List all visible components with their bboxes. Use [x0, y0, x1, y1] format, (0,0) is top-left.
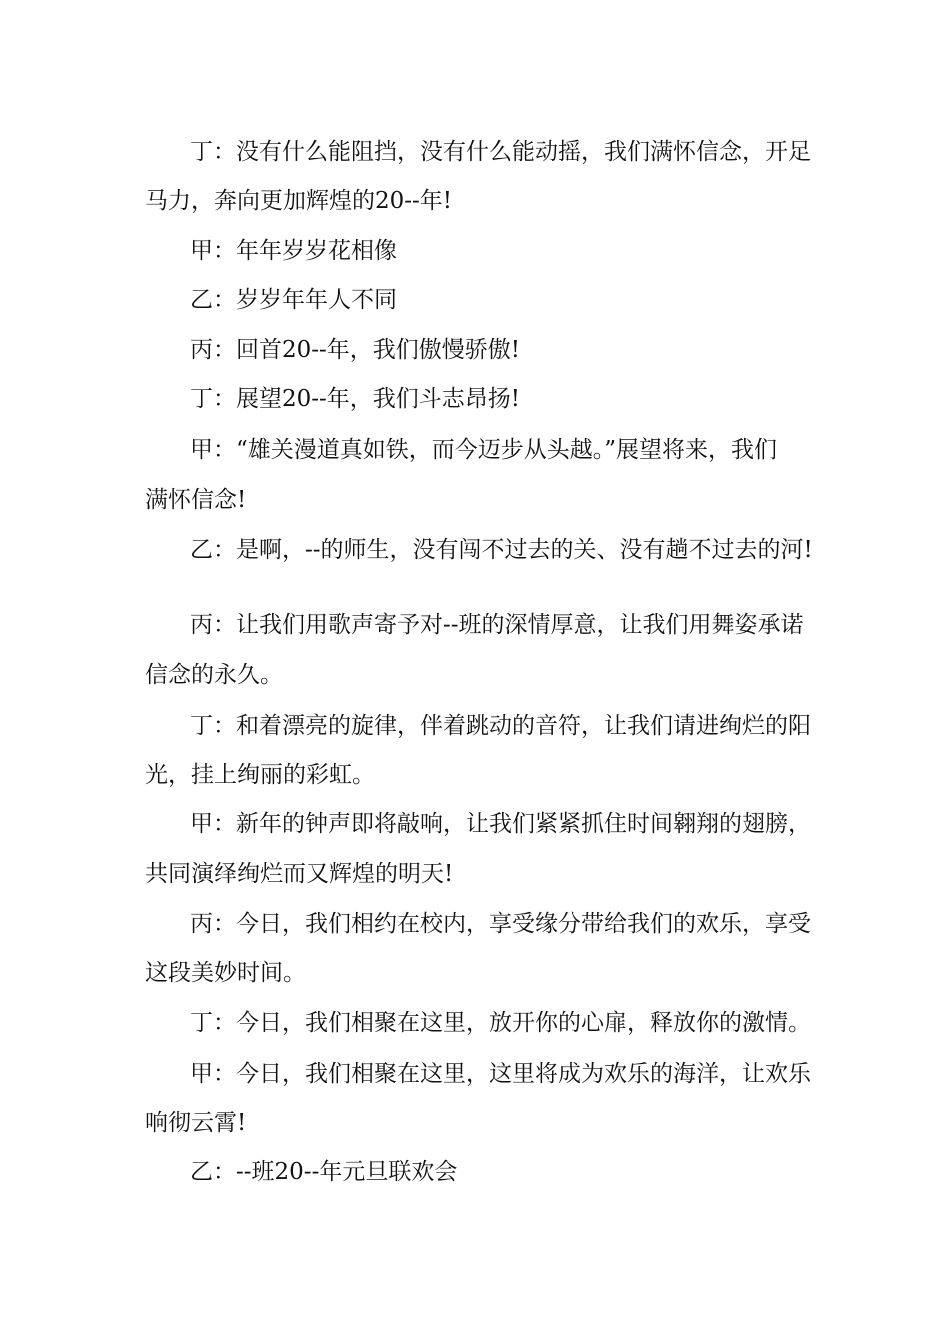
text-line-19: 甲：今日，我们相聚在这里，这里将成为欢乐的海洋，让欢乐 — [190, 1061, 811, 1087]
text-line-8: 满怀信念! — [145, 487, 247, 513]
text-line-16: 丙：今日，我们相约在校内，享受缘分带给我们的欢乐，享受 — [190, 911, 811, 937]
text-line-10: 丙：让我们用歌声寄予对--班的深情厚意，让我们用舞姿承诺 — [190, 612, 804, 638]
text-line-5: 丙：回首20--年，我们傲慢骄傲! — [190, 337, 521, 363]
text-line-14: 甲：新年的钟声即将敲响，让我们紧紧抓住时间翱翔的翅膀， — [190, 811, 811, 837]
text-line-18: 丁：今日，我们相聚在这里，放开你的心扉，释放你的激情。 — [190, 1010, 811, 1036]
text-line-6: 丁：展望20--年，我们斗志昂扬! — [190, 386, 521, 412]
text-line-7: 甲：“雄关漫道真如铁，而今迈步从头越。”展望将来，我们 — [190, 437, 778, 463]
text-line-1: 丁：没有什么能阻挡，没有什么能动摇，我们满怀信念，开足 — [190, 139, 811, 165]
text-line-2: 马力，奔向更加辉煌的20--年! — [145, 188, 453, 214]
text-line-4: 乙：岁岁年年人不同 — [190, 287, 397, 313]
text-line-9: 乙：是啊，--的师生，没有闯不过去的关、没有趟不过去的河! — [190, 537, 813, 563]
text-line-21: 乙：--班20--年元旦联欢会 — [190, 1159, 458, 1185]
text-line-12: 丁：和着漂亮的旋律，伴着跳动的音符，让我们请进绚烂的阳 — [190, 713, 811, 739]
text-line-3: 甲：年年岁岁花相像 — [190, 238, 397, 264]
text-line-15: 共同演绎绚烂而又辉煌的明天! — [145, 861, 454, 887]
text-line-20: 响彻云霄! — [145, 1110, 247, 1136]
text-line-13: 光，挂上绚丽的彩虹。 — [145, 762, 375, 788]
text-line-17: 这段美妙时间。 — [145, 960, 306, 986]
text-line-11: 信念的永久。 — [145, 662, 283, 688]
